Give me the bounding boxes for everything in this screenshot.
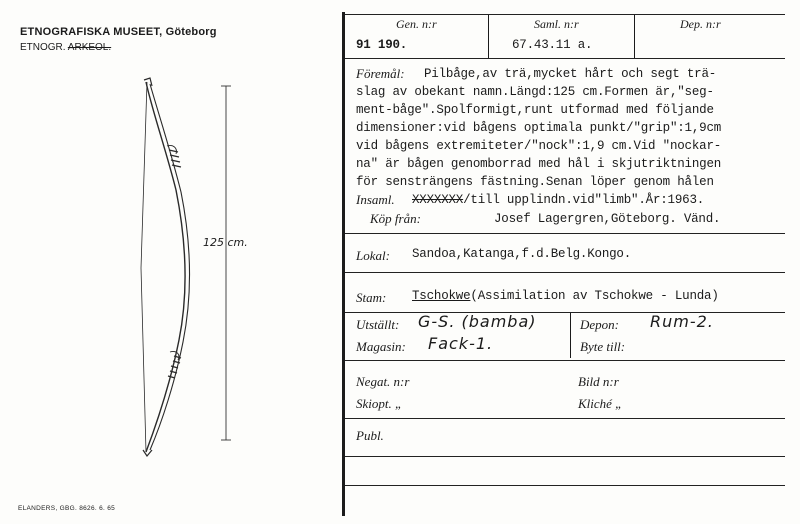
foremal-line: slag av obekant namn.Längd:125 cm.Formen är,"seg- <box>356 85 714 99</box>
rule-publ-1 <box>345 456 785 457</box>
dept-struck: ARKEOL. <box>67 42 112 53</box>
stam-name: Tschokwe <box>412 289 471 303</box>
saml-nr-value: 67.43.11 a. <box>512 38 593 52</box>
foremal-line: vid bågens extremiteter/"nock":1,9 cm.Vid "nockar- <box>356 139 722 153</box>
museum-name: ETNOGRAFISKA MUSEET, Göteborg <box>20 26 217 38</box>
rule-header <box>345 58 785 59</box>
depon-divider <box>570 312 571 358</box>
byte-label: Byte till: <box>580 339 626 354</box>
foremal-line: för sensträngens fästning.Senan löper genom hålen <box>356 175 714 189</box>
length-label: 125 cm. <box>203 236 248 249</box>
card-left-border <box>342 12 345 516</box>
rule-after-stam <box>345 312 785 313</box>
depon-value: Rum-2. <box>650 312 714 331</box>
utstallt-value: G-S. (bamba) <box>418 312 537 331</box>
rule-publ-2 <box>345 485 785 486</box>
foremal-line: dimensioner:vid bågens optimala punkt/"grip":1,9cm <box>356 121 722 135</box>
skiopt-label: Skiopt. „ <box>356 396 403 411</box>
insaml-value <box>412 193 704 207</box>
foremal-label: Föremål: <box>356 66 405 81</box>
saml-dep-divider <box>634 14 635 58</box>
negat-label: Negat. n:r <box>356 374 410 389</box>
gen-nr-value: 91 190. <box>356 38 408 52</box>
kop-value: Josef Lagergren,Göteborg. Vänd. <box>494 212 721 226</box>
printer-imprint: ELANDERS, GBG. 8626. 6. 65 <box>18 505 116 512</box>
foremal-line: Pilbåge,av trä,mycket hårt och segt trä- <box>424 67 717 81</box>
utstallt-label: Utställt: <box>356 317 400 332</box>
stam-note: (Assimilation av Tschokwe - Lunda) <box>470 289 719 303</box>
insaml-struck: XXXXXXX <box>412 193 464 207</box>
length-dimension-line <box>221 86 231 440</box>
dept-active: ETNOGR. <box>20 42 66 53</box>
stam-value <box>412 289 719 303</box>
lokal-value: Sandoa,Katanga,f.d.Belg.Kongo. <box>412 247 632 261</box>
gen-nr-label: Gen. n:r <box>396 17 437 31</box>
rule-after-skiopt <box>345 418 785 419</box>
kliche-label: Kliché „ <box>578 396 623 411</box>
insaml-text: /till upplindn.vid"limb".År:1963. <box>463 193 705 207</box>
depon-label: Depon: <box>580 317 619 332</box>
magasin-value: Fack-1. <box>428 334 494 353</box>
rule-after-kop <box>345 233 785 234</box>
publ-label: Publ. <box>356 428 384 443</box>
foremal-line: na" är bågen genomborrad med hål i skjutriktningen <box>356 157 722 171</box>
magasin-label: Magasin: <box>356 339 406 354</box>
dep-nr-label: Dep. n:r <box>680 17 721 31</box>
rule-after-magasin <box>345 360 785 361</box>
kop-label: Köp från: <box>370 211 421 226</box>
rule-top <box>345 14 785 15</box>
insaml-label: Insaml. <box>356 192 395 207</box>
bild-label: Bild n:r <box>578 374 619 389</box>
gen-saml-divider <box>488 14 489 58</box>
foremal-line: ment-båge".Spolformigt,runt utformad med följande <box>356 103 714 117</box>
stam-label: Stam: <box>356 290 387 305</box>
rule-after-lokal <box>345 272 785 273</box>
lokal-label: Lokal: <box>356 248 390 263</box>
saml-nr-label: Saml. n:r <box>534 17 579 31</box>
bow-sketch <box>141 78 190 456</box>
